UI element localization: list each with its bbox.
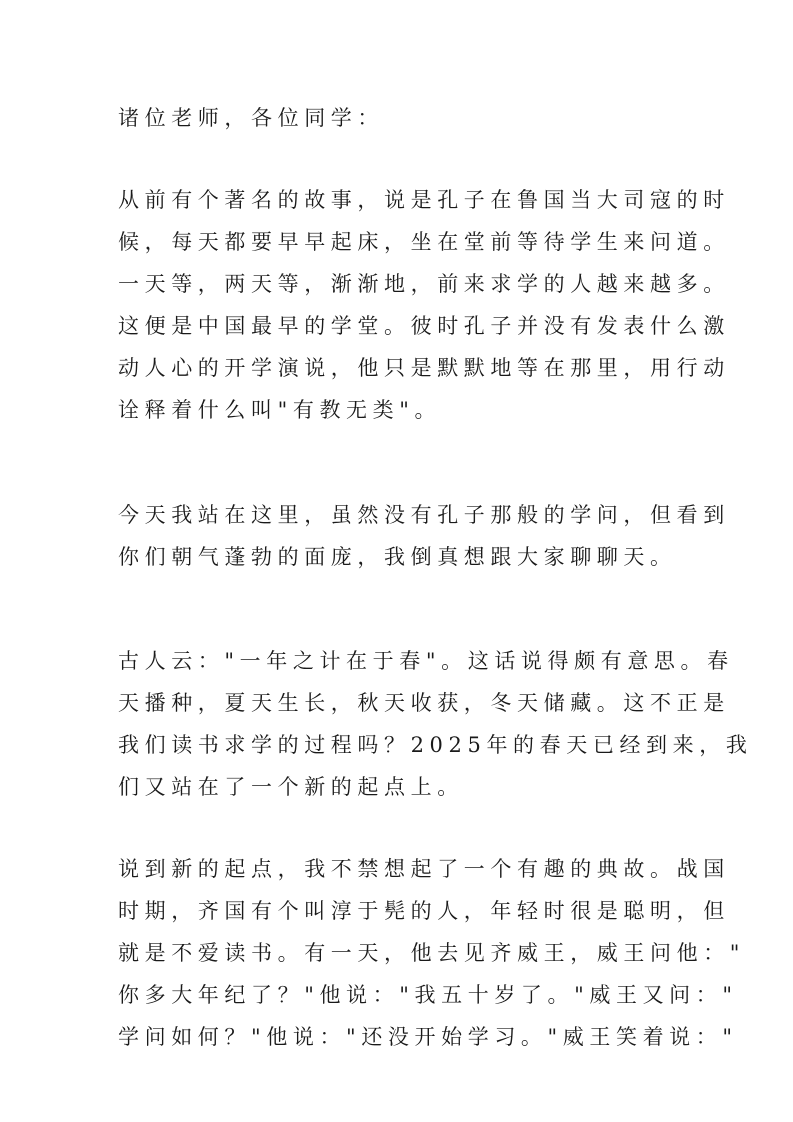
text-line: 你们朝气蓬勃的面庞，我倒真想跟大家聊聊天。	[118, 545, 677, 569]
text-line: 一天等，两天等，渐渐地，前来求学的人越来越多。	[118, 272, 730, 296]
text-line: 学问如何？"他说："还没开始学习。"威王笑着说："	[118, 1025, 738, 1049]
paragraph-story	[118, 848, 746, 1058]
paragraph-confucius	[118, 179, 730, 431]
greeting-paragraph	[118, 97, 698, 139]
text-line: 天播种，夏天生长，秋天收获，冬天储藏。这不正是	[118, 691, 730, 715]
text-line: 今天我站在这里，虽然没有孔子那般的学问，但看到	[118, 503, 730, 527]
text-line: 这便是中国最早的学堂。彼时孔子并没有发表什么激	[118, 314, 730, 338]
text-line: 就是不爱读书。有一天，他去见齐威王，威王问他："	[118, 941, 746, 965]
text-line: 诠释着什么叫"有教无类"。	[118, 398, 442, 422]
text-line: 动人心的开学演说，他只是默默地等在那里，用行动	[118, 356, 730, 380]
text-line: 古人云："一年之计在于春"。这话说得颇有意思。春	[118, 649, 734, 673]
text-line: 说到新的起点，我不禁想起了一个有趣的典故。战国	[118, 857, 730, 881]
text-line: 我们读书求学的过程吗？2025年的春天已经到来，我	[118, 733, 753, 757]
paragraph-spring	[118, 640, 753, 808]
greeting-line: 诸位老师，各位同学：	[118, 106, 384, 130]
text-line: 从前有个著名的故事，说是孔子在鲁国当大司寇的时	[118, 188, 730, 212]
text-line: 候，每天都要早早起床，坐在堂前等待学生来问道。	[118, 230, 730, 254]
paragraph-today	[118, 494, 730, 578]
text-line: 时期，齐国有个叫淳于髡的人，年轻时很是聪明，但	[118, 899, 730, 923]
text-line: 们又站在了一个新的起点上。	[118, 775, 464, 799]
text-line: 你多大年纪了？"他说："我五十岁了。"威王又问："	[118, 983, 738, 1007]
